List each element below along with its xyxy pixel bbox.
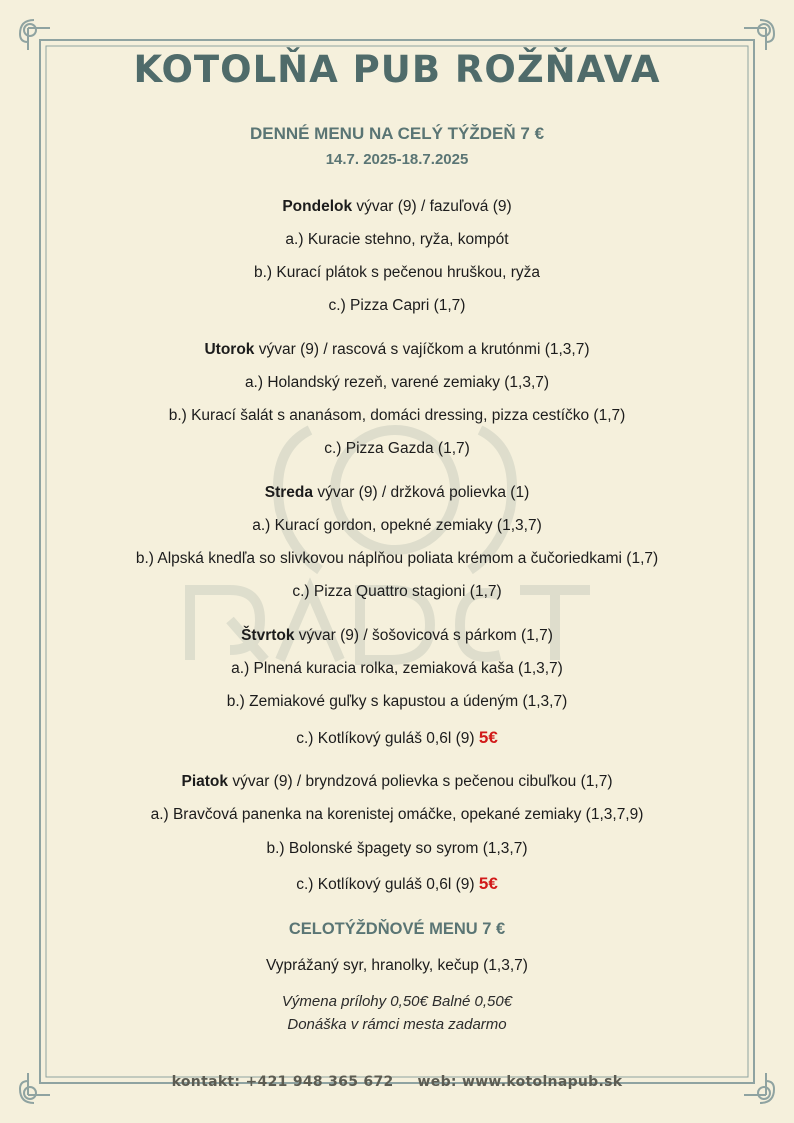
day-soup-line xyxy=(0,772,794,792)
meal-b: b.) Bolonské špagety so syrom (1,3,7) xyxy=(266,840,528,857)
soup-text: vývar (9) / rascová s vajíčkom a krutónmi (1,3,7) xyxy=(258,341,590,358)
day-name: Piatok xyxy=(181,773,229,790)
meal-c: c.) Pizza Quattro stagioni (1,7) xyxy=(292,583,502,600)
meal-b: b.) Kurací plátok s pečenou hruškou, ryža xyxy=(253,264,541,281)
meal-b: b.) Alpská knedľa so slivkovou náplňou poliata krémom a čučoriedkami (1,7) xyxy=(135,550,659,567)
day-name: Štvrtok xyxy=(241,627,295,644)
weekly-menu-item: Vyprážaný syr, hranolky, kečup (1,3,7) xyxy=(266,957,528,974)
meal-a: a.) Bravčová panenka na korenistej omáčke, opekané zemiaky (1,3,7,9) xyxy=(150,806,644,823)
contact-phone: kontakt: +421 948 365 672 xyxy=(171,1074,394,1090)
soup-text: vývar (9) / šošovicová s párkom (1,7) xyxy=(298,627,553,644)
day-soup-line xyxy=(0,340,794,360)
pub-name-title: KOTOLŇA PUB ROŽŇAVA xyxy=(133,48,661,91)
meal-c: c.) Pizza Capri (1,7) xyxy=(328,297,466,314)
meal-c-text: c.) Kotlíkový guláš 0,6l (9) xyxy=(296,876,475,893)
meal-b: b.) Zemiakové guľky s kapustou a údeným (1,3,7) xyxy=(226,693,568,710)
day-soup-line xyxy=(0,626,794,646)
price-badge: 5€ xyxy=(478,874,498,893)
note-line-1: Výmena prílohy 0,50€ Balné 0,50€ xyxy=(281,993,513,1010)
meal-b: b.) Kurací šalát s ananásom, domáci dressing, pizza cestíčko (1,7) xyxy=(168,407,626,424)
menu-title: DENNÉ MENU NA CELÝ TÝŽDEŇ 7 € xyxy=(249,124,545,143)
footer-contact xyxy=(0,1074,794,1090)
day-name: Utorok xyxy=(204,341,255,358)
meal-a: a.) Kurací gordon, opekné zemiaky (1,3,7) xyxy=(252,517,542,534)
contact-web: web: www.kotolnapub.sk xyxy=(417,1074,623,1090)
price-badge: 5€ xyxy=(478,728,498,747)
soup-text: vývar (9) / fazuľová (9) xyxy=(356,198,512,215)
meal-a: a.) Kuracie stehno, ryža, kompót xyxy=(285,231,509,248)
meal-a: a.) Plnená kuracia rolka, zemiaková kaša (1,3,7) xyxy=(231,660,563,677)
meal-c xyxy=(0,874,794,895)
soup-text: vývar (9) / bryndzová polievka s pečenou cibuľkou (1,7) xyxy=(232,773,613,790)
meal-c: c.) Pizza Gazda (1,7) xyxy=(324,440,470,457)
day-soup-line xyxy=(0,197,794,217)
soup-text: vývar (9) / držková polievka (1) xyxy=(317,484,530,501)
day-name: Streda xyxy=(264,484,314,501)
day-soup-line xyxy=(0,483,794,503)
note-line-2: Donáška v rámci mesta zadarmo xyxy=(287,1016,507,1033)
meal-c-text: c.) Kotlíkový guláš 0,6l (9) xyxy=(296,730,475,747)
menu-dates: 14.7. 2025-18.7.2025 xyxy=(325,151,469,168)
weekly-menu-title: CELOTÝŽDŇOVÉ MENU 7 € xyxy=(288,920,506,938)
meal-c xyxy=(0,728,794,749)
day-name: Pondelok xyxy=(282,198,353,215)
meal-a: a.) Holandský rezeň, varené zemiaky (1,3,7) xyxy=(244,374,550,391)
